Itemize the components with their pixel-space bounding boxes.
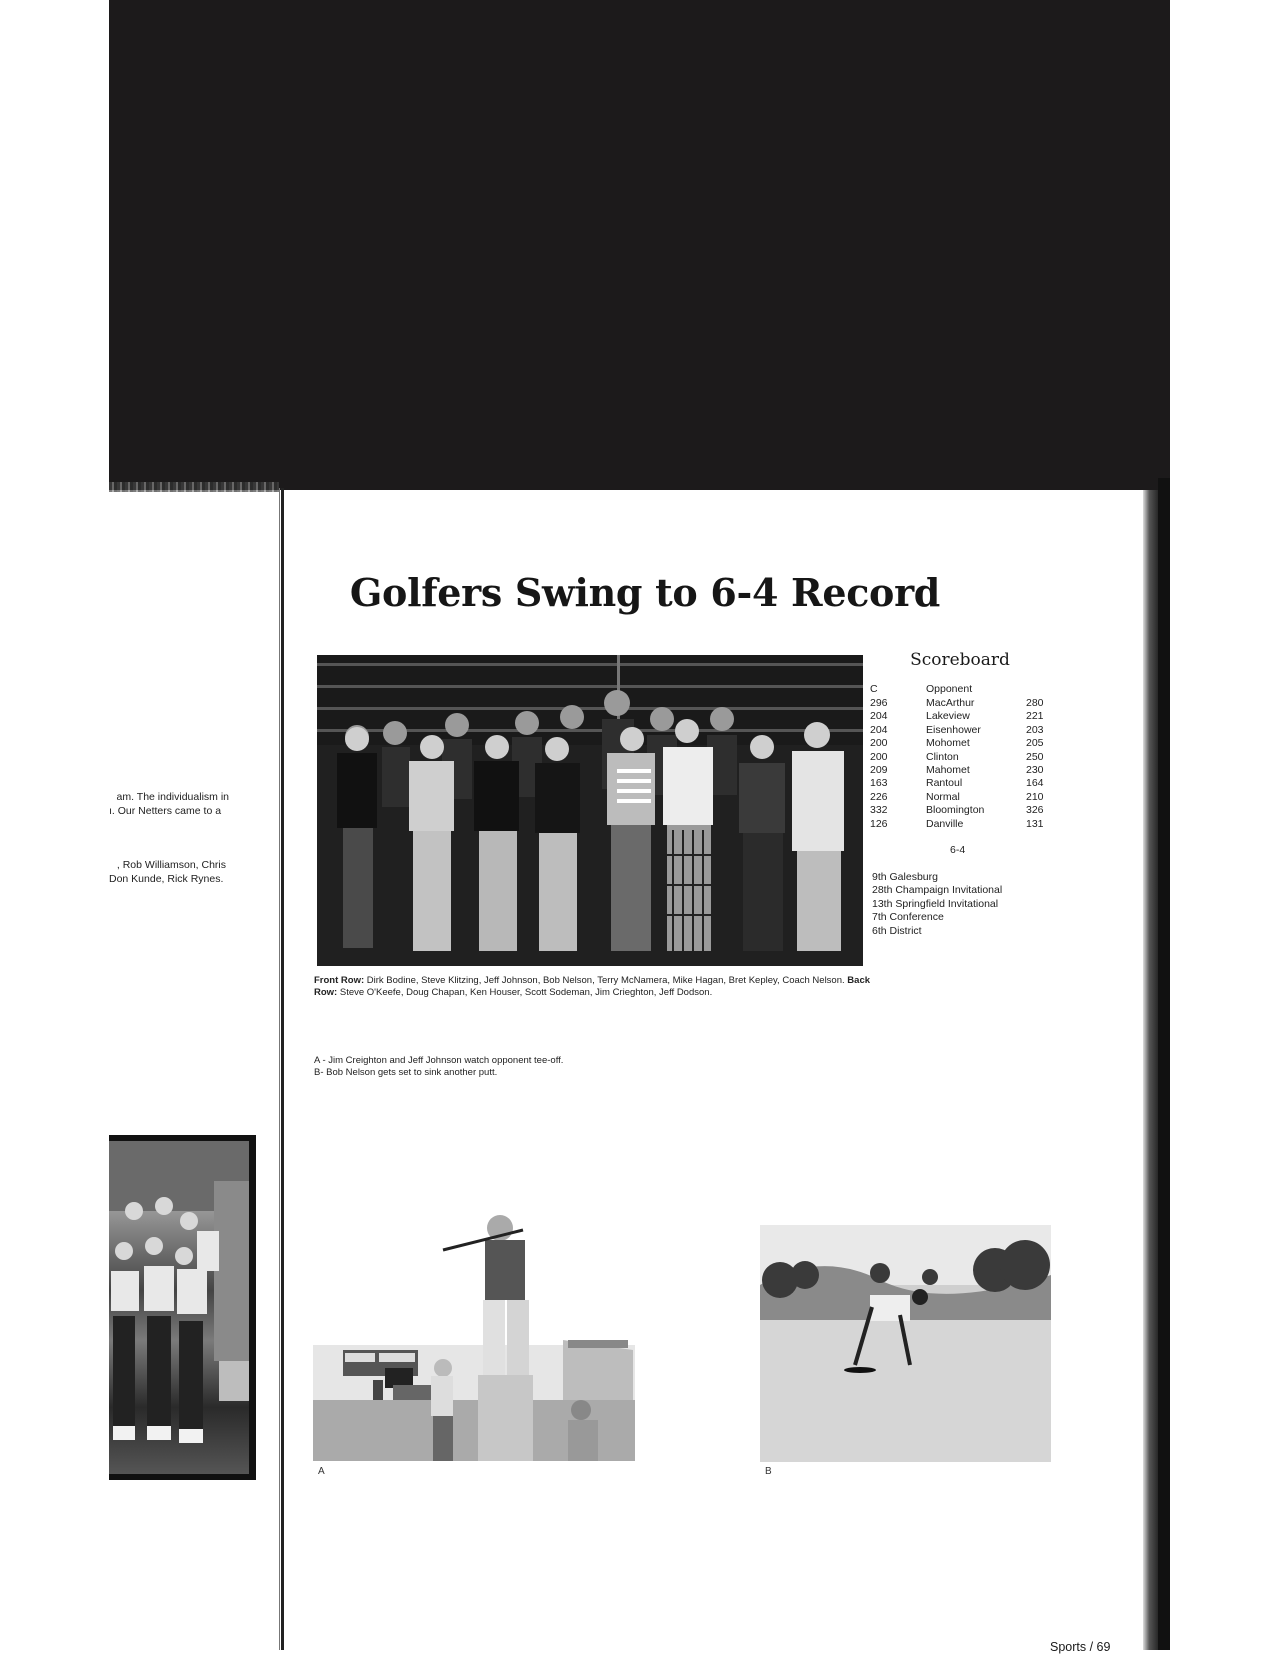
gutter-shadow [279, 488, 280, 1650]
scoreboard-row: 200 Mohomet 205 [870, 737, 1044, 750]
scoreboard-row: 226 Normal 210 [870, 790, 1044, 803]
left-page-text-1: am. The individualism in ı. Our Netters came to a [109, 791, 229, 817]
scoreboard-header-c: C [870, 683, 878, 695]
photo-b-label: B [765, 1466, 772, 1477]
scoreboard-row: 204 Lakeview 221 [870, 710, 1044, 723]
scoreboard-row: 296 MacArthur 280 [870, 697, 1044, 709]
photo-a-label: A [318, 1466, 325, 1477]
scoreboard-row: 209 Mahomet 230 [870, 764, 1044, 777]
team-photo-caption: Front Row: Dirk Bodine, Steve Klitzing, Jeff Johnson, Bob Nelson, Terry McNamera, Mike Hagan, Bret Kepley, Coach Nelson. Back Row: Steve O'Keefe, Doug Chapan, Ken Houser, Scott Sodeman, Jim Crieghton, Jeff Dodson. [314, 975, 871, 998]
left-page-team-photo [109, 1135, 256, 1480]
tournament-item: 7th Conference [872, 911, 944, 924]
tournament-item: 9th Galesburg [872, 871, 938, 883]
page-footer: Sports / 69 [1050, 1640, 1111, 1654]
scan-artifact [109, 482, 279, 492]
scoreboard-row: 126 Danville 131 [870, 817, 1044, 830]
photo-captions [314, 1055, 563, 1078]
left-page-text-2: , Rob Williamson, Chris Don Kunde, Rick Rynes. [109, 859, 226, 885]
scoreboard-record: 6-4 [950, 844, 966, 856]
page-edge-shadow [1143, 490, 1159, 1650]
photo-a-golfer-swing [313, 1210, 635, 1461]
tournament-item: 6th District [872, 924, 922, 937]
scoreboard-row: 332 Bloomington 326 [870, 804, 1044, 817]
scoreboard-row: 163 Rantoul 164 [870, 777, 1044, 790]
golf-team-photo [317, 655, 863, 966]
tournament-item: 13th Springfield Invitational [872, 897, 999, 910]
right-dark-edge [1158, 478, 1170, 1650]
scoreboard-rows [870, 697, 1044, 831]
scoreboard-title: Scoreboard [910, 650, 1010, 670]
dark-top-band [109, 0, 1170, 490]
photo-caption-a: A - Jim Creighton and Jeff Johnson watch opponent tee-off. [314, 1055, 564, 1066]
scoreboard-row: 204 Eisenhower 203 [870, 723, 1044, 736]
tournament-item: 28th Champaign Invitational [872, 884, 1003, 897]
photo-b-putting [760, 1225, 1051, 1462]
scoreboard-header-opponent: Opponent [926, 683, 973, 695]
scoreboard-row: 200 Clinton 250 [870, 750, 1044, 763]
scoreboard-tournaments [872, 871, 1002, 938]
page-gutter [281, 488, 284, 1650]
page-title: Golfers Swing to 6-4 Record [349, 570, 941, 615]
photo-caption-b: B- Bob Nelson gets set to sink another putt. [314, 1066, 498, 1078]
